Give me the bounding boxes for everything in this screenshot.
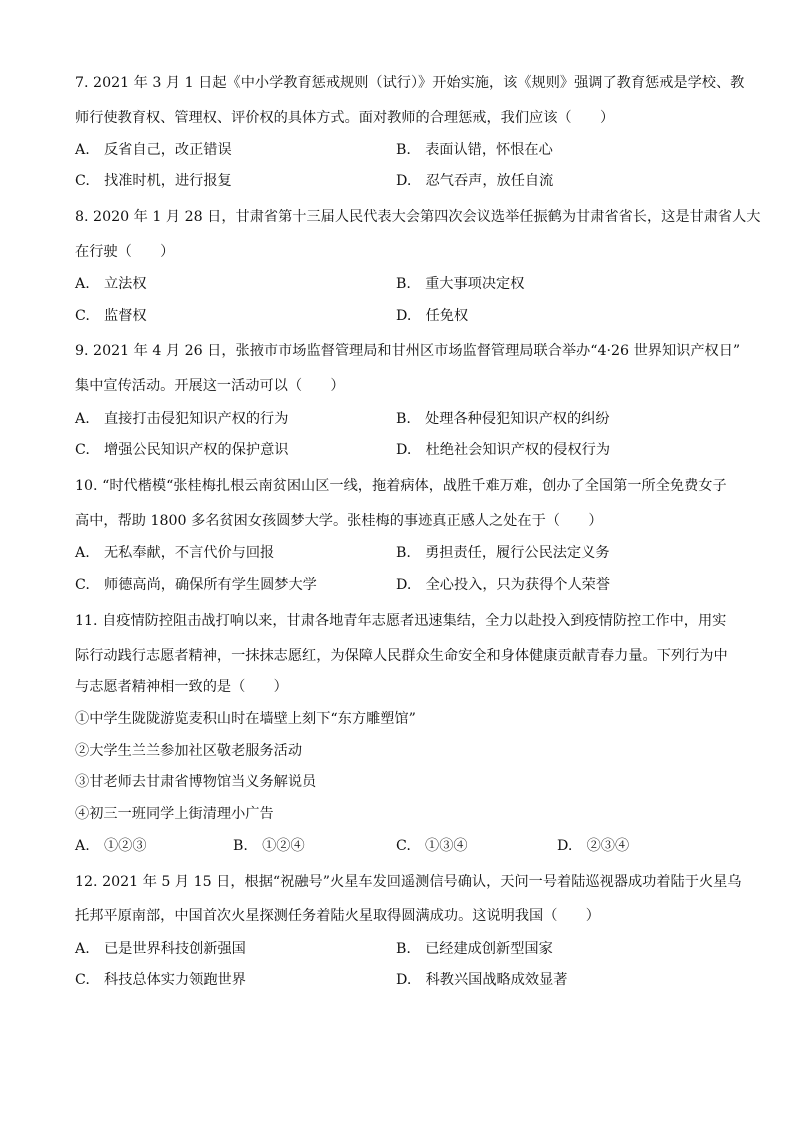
question-11-line-1: 11. 自疫情防控阻击战打响以来，甘肃各地青年志愿者迅速集结，全力以赴投入到疫情防控工作中，用实 [75,613,727,629]
question-7-line-2: 师行使教育权、管理权、评价权的具体方式。面对教师的合理惩戒，我们应该（ ） [75,110,615,126]
question-9-option-d: D. 杜绝社会知识产权的侵权行为 [396,442,611,458]
question-11-option-a: A. ①②③ [75,838,147,854]
question-12-option-c: C. 科技总体实力领跑世界 [75,972,246,988]
question-11-statement-2: ②大学生兰兰参加社区敬老服务活动 [75,743,303,759]
question-7-option-d: D. 忍气吞声，放任自流 [396,173,554,189]
question-8-line-2: 在行驶（ ） [75,244,175,260]
question-7-option-b: B. 表面认错，怀恨在心 [396,142,553,158]
question-9-option-b: B. 处理各种侵犯知识产权的纠纷 [396,411,610,427]
question-11-line-3: 与志愿者精神相一致的是（ ） [75,679,288,695]
question-11-line-2: 际行动践行志愿者精神，一抹抹志愿红，为保障人民群众生命安全和身体健康贡献青春力量。下列行为中 [75,648,728,664]
question-10-option-a: A. 无私奉献，不言代价与回报 [75,545,275,561]
question-10-option-b: B. 勇担责任，履行公民法定义务 [396,545,610,561]
question-11-option-d: D. ②③④ [557,838,630,854]
question-10-line-2: 高中，帮助 1800 多名贫困女孩圆梦大学。张桂梅的事迹真正感人之处在于（ ） [75,513,603,529]
question-8-option-b: B. 重大事项决定权 [396,276,525,292]
question-7-line-1: 7. 2021 年 3 月 1 日起《中小学教育惩戒规则（试行）》开始实施，该《规则》强调了教育惩戒是学校、教 [75,75,745,91]
question-12-option-b: B. 已经建成创新型国家 [396,941,553,957]
question-12-option-a: A. 已是世界科技创新强国 [75,941,246,957]
question-12-option-d: D. 科教兴国战略成效显著 [396,972,568,988]
question-7-option-a: A. 反省自己，改正错误 [75,142,232,158]
question-9-option-a: A. 直接打击侵犯知识产权的行为 [75,411,289,427]
question-11-statement-1: ①中学生陇陇游览麦积山时在墙壁上刻下“东方雕塑馆” [75,711,416,727]
question-7-option-c: C. 找准时机，进行报复 [75,173,232,189]
question-8-line-1: 8. 2020 年 1 月 28 日，甘肃省第十三届人民代表大会第四次会议选举任振鹤为甘肃省省长，这是甘肃省人大 [75,209,761,225]
question-12-line-1: 12. 2021 年 5 月 15 日，根据“祝融号”火星车发回遥测信号确认，天问一号着陆巡视器成功着陆于火星乌 [75,874,742,890]
question-8-option-c: C. 监督权 [75,308,147,324]
question-12-line-2: 托邦平原南部，中国首次火星探测任务着陆火星取得圆满成功。这说明我国（ ） [75,908,600,924]
question-10-option-d: D. 全心投入，只为获得个人荣誉 [396,577,611,593]
question-9-line-2: 集中宣传活动。开展这一活动可以（ ） [75,378,345,394]
question-9-line-1: 9. 2021 年 4 月 26 日，张掖市市场监督管理局和甘州区市场监督管理局联合举办“4·26 世界知识产权日” [75,343,741,359]
question-11-option-b: B. ①②④ [233,838,305,854]
question-11-option-c: C. ①③④ [396,838,468,854]
question-10-option-c: C. 师德高尚，确保所有学生圆梦大学 [75,577,317,593]
question-10-line-1: 10. “时代楷模“张桂梅扎根云南贫困山区一线，拖着病体，战胜千难万难，创办了全国第一所全免费女子 [75,478,727,494]
question-11-statement-3: ③甘老师去甘肃省博物馆当义务解说员 [75,774,317,790]
question-11-statement-4: ④初三一班同学上街清理小广告 [75,806,274,822]
question-8-option-a: A. 立法权 [75,276,147,292]
question-9-option-c: C. 增强公民知识产权的保护意识 [75,442,289,458]
question-8-option-d: D. 任免权 [396,308,469,324]
